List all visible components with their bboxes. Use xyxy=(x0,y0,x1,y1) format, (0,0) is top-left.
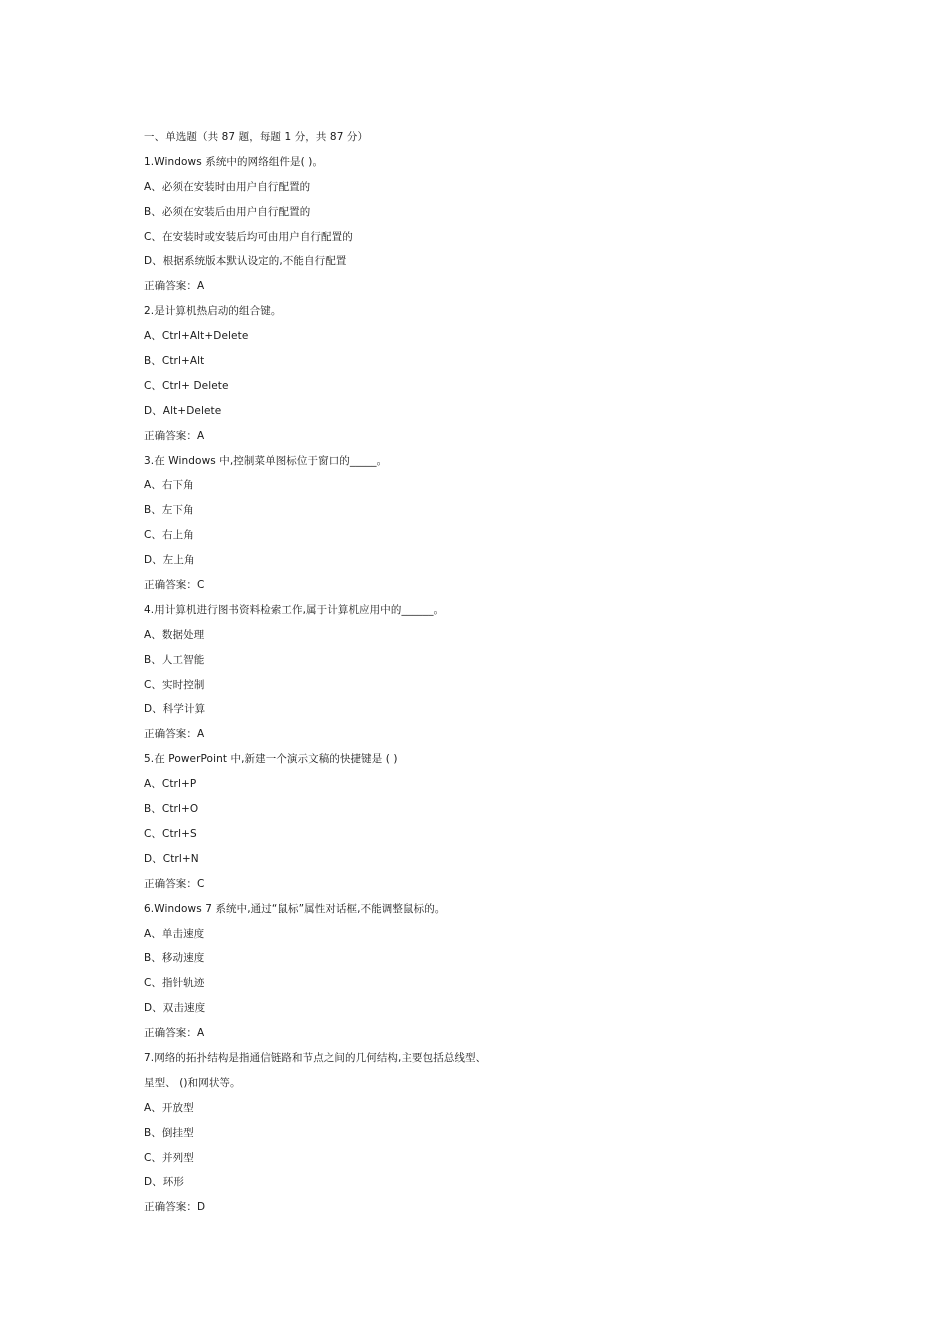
answer-option: C、指针轨迹 xyxy=(144,977,205,990)
question-stem: 5.在 PowerPoint 中,新建一个演示文稿的快捷键是 ( ) xyxy=(144,753,398,766)
answer-option: A、Ctrl+P xyxy=(144,778,197,791)
question-block xyxy=(144,1049,664,1223)
section-title: 一、单选题（共 87 题，每题 1 分，共 87 分） xyxy=(144,131,369,143)
correct-answer: 正确答案：A xyxy=(144,728,205,741)
question-block xyxy=(144,153,664,302)
correct-answer: 正确答案：D xyxy=(144,1201,206,1214)
question-block xyxy=(144,302,664,451)
answer-option: D、双击速度 xyxy=(144,1002,206,1015)
question-block xyxy=(144,452,664,601)
correct-answer: 正确答案：A xyxy=(144,429,205,442)
answer-option: C、并列型 xyxy=(144,1151,194,1164)
answer-option: B、必须在安装后由用户自行配置的 xyxy=(144,205,311,218)
answer-option: A、Ctrl+Alt+Delete xyxy=(144,330,249,343)
question-stem: 3.在 Windows 中,控制菜单图标位于窗口的_____。 xyxy=(144,454,388,467)
answer-option: C、实时控制 xyxy=(144,678,205,691)
answer-option: C、Ctrl+ Delete xyxy=(144,379,229,392)
answer-option: C、右上角 xyxy=(144,529,194,542)
answer-option: D、环形 xyxy=(144,1176,184,1189)
answer-option: D、左上角 xyxy=(144,554,195,567)
answer-option: D、科学计算 xyxy=(144,703,206,716)
question-stem: 7.网络的拓扑结构是指通信链路和节点之间的几何结构,主要包括总线型、 xyxy=(144,1051,487,1064)
answer-option: A、必须在安装时由用户自行配置的 xyxy=(144,180,311,193)
answer-option: B、Ctrl+O xyxy=(144,803,199,816)
question-block xyxy=(144,900,664,1049)
answer-option: B、左下角 xyxy=(144,504,194,517)
correct-answer: 正确答案：A xyxy=(144,1027,205,1040)
question-block xyxy=(144,601,664,750)
answer-option: A、右下角 xyxy=(144,479,194,492)
correct-answer: 正确答案：C xyxy=(144,579,205,592)
question-stem: 1.Windows 系统中的网络组件是( )。 xyxy=(144,155,324,168)
answer-option: D、Ctrl+N xyxy=(144,852,199,865)
answer-option: C、Ctrl+S xyxy=(144,827,197,840)
answer-option: B、移动速度 xyxy=(144,952,205,965)
answer-option: D、根据系统版本默认设定的,不能自行配置 xyxy=(144,255,347,268)
correct-answer: 正确答案：A xyxy=(144,280,205,293)
question-stem: 2.是计算机热启动的组合键。 xyxy=(144,305,282,318)
question-stem: 星型、 ()和网状等。 xyxy=(144,1076,241,1089)
question-stem: 4.用计算机进行图书资料检索工作,属于计算机应用中的______。 xyxy=(144,603,445,616)
answer-option: A、单击速度 xyxy=(144,927,205,940)
answer-option: A、数据处理 xyxy=(144,628,205,641)
answer-option: C、在安装时或安装后均可由用户自行配置的 xyxy=(144,230,353,243)
question-block xyxy=(144,750,664,899)
answer-option: B、人工智能 xyxy=(144,653,205,666)
answer-option: D、Alt+Delete xyxy=(144,404,222,417)
question-list xyxy=(144,128,664,1223)
answer-option: B、Ctrl+Alt xyxy=(144,355,205,368)
correct-answer: 正确答案：C xyxy=(144,877,205,890)
question-stem: 6.Windows 7 系统中,通过“鼠标”属性对话框,不能调整鼠标的。 xyxy=(144,902,446,915)
answer-option: B、倒挂型 xyxy=(144,1126,194,1139)
answer-option: A、开放型 xyxy=(144,1101,194,1114)
